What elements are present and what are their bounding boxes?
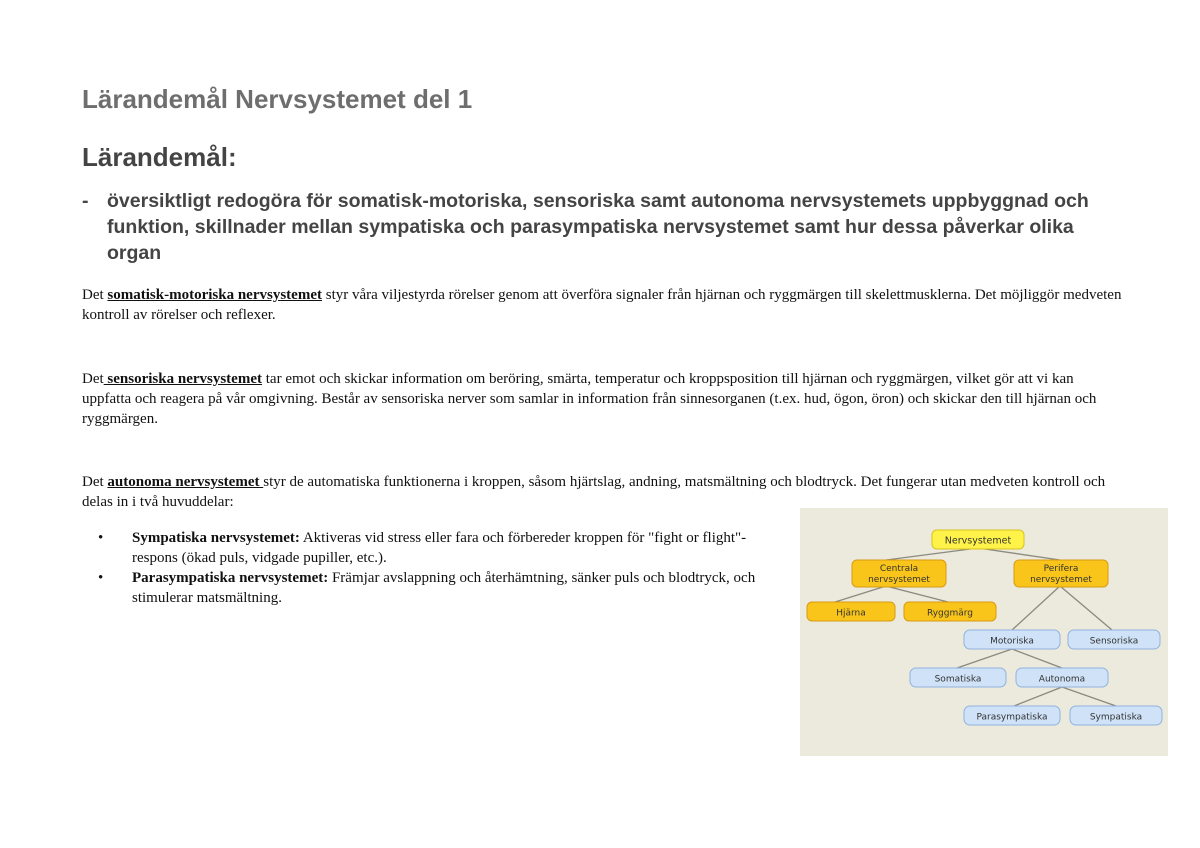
- node-label: Hjärna: [836, 608, 866, 619]
- node-label: Motoriska: [990, 636, 1034, 647]
- bullet-text: Främjar avslappning och återhämtning, sänker puls och blodtryck, och stimulerar matsmältning.: [132, 570, 756, 606]
- term-sensory: sensoriska nervsystemet: [103, 371, 262, 387]
- node-sensory: [1068, 630, 1160, 649]
- node-spine: [904, 602, 996, 621]
- node-label: Sensoriska: [1089, 636, 1139, 647]
- bullet-term: Parasympatiska nervsystemet:: [132, 570, 329, 586]
- text-run: Det: [82, 371, 104, 387]
- node-label: Perifera: [1043, 564, 1079, 574]
- bullet-term: Sympatiska nervsystemet:: [132, 530, 300, 546]
- node-label: Parasympatiska: [976, 712, 1048, 723]
- node-root: [932, 530, 1024, 549]
- node-label: Ryggmärg: [926, 608, 974, 619]
- node-motor: [964, 630, 1060, 649]
- node-label: Centrala: [879, 564, 919, 574]
- node-peripheral: [1014, 560, 1108, 587]
- node-label: Autonoma: [1038, 674, 1086, 685]
- node-label: Somatiska: [934, 674, 982, 685]
- node-central: [852, 560, 946, 587]
- page-title: Lärandemål Nervsystemet del 1: [82, 84, 473, 114]
- node-parasympathetic: [964, 706, 1060, 725]
- node-label: nervsystemet: [868, 575, 930, 585]
- bullet-icon: •: [98, 530, 104, 546]
- text-run: tar emot och skickar information om beröring, smärta, temperatur och kroppsposition till hjärnan och ryggmärgen, vilket gör att vi kan uppfatta och reagera på vår omgivning. Består av sensoriska nerver som samlar in information från sinnesorganen (t.ex. hud, ögon, öron) och skickar den till hjärnan och ryggmärgen.: [82, 371, 1097, 427]
- node-autonomic: [1016, 668, 1108, 687]
- bullet-text: Aktiveras vid stress eller fara och förbereder kroppen för "fight or flight"-respons (ökad puls, vidgade pupiller, etc.).: [132, 530, 747, 566]
- paragraph-somatic-motor: [82, 285, 1122, 325]
- text-run: Det: [82, 287, 108, 303]
- text-run: styr de automatiska funktionerna i kroppen, såsom hjärtslag, andning, matsmältning och blodtryck. Det fungerar utan medveten kontroll och delas in i två huvuddelar:: [82, 474, 1106, 510]
- node-label: Sympatiska: [1089, 712, 1143, 723]
- term-somatic-motor: somatisk-motoriska nervsystemet: [107, 287, 322, 303]
- text-run: Det: [82, 474, 108, 490]
- node-brain: [807, 602, 895, 621]
- term-autonomic: autonoma nervsystemet: [107, 474, 264, 490]
- node-label: nervsystemet: [1030, 575, 1092, 585]
- paragraph-sensory: [82, 369, 1122, 429]
- objective-text: översiktligt redogöra för somatisk-motoriska, sensoriska samt autonoma nervsystemets uppbyggnad och funktion, skillnader mellan sympatiska och parasympatiska nervsystemet samt hur dessa påverkar olika organ: [107, 190, 1089, 264]
- list-item: [82, 528, 782, 568]
- bullet-list: [82, 528, 782, 608]
- list-item: [82, 568, 782, 608]
- node-somatic: [910, 668, 1006, 687]
- nervous-system-diagram: [800, 508, 1168, 756]
- node-label: Nervsystemet: [944, 535, 1012, 547]
- learning-objective: [82, 188, 1122, 266]
- paragraph-autonomic: [82, 472, 1122, 512]
- node-sympathetic: [1070, 706, 1162, 725]
- section-heading: Lärandemål:: [82, 142, 237, 172]
- dash-marker: -: [82, 190, 89, 212]
- text-run: styr våra viljestyrda rörelser genom att överföra signaler från hjärnan och ryggmärgen till skelettmusklerna. Det möjliggör medveten kontroll av rörelser och reflexer.: [82, 287, 1122, 323]
- bullet-icon: •: [98, 570, 104, 586]
